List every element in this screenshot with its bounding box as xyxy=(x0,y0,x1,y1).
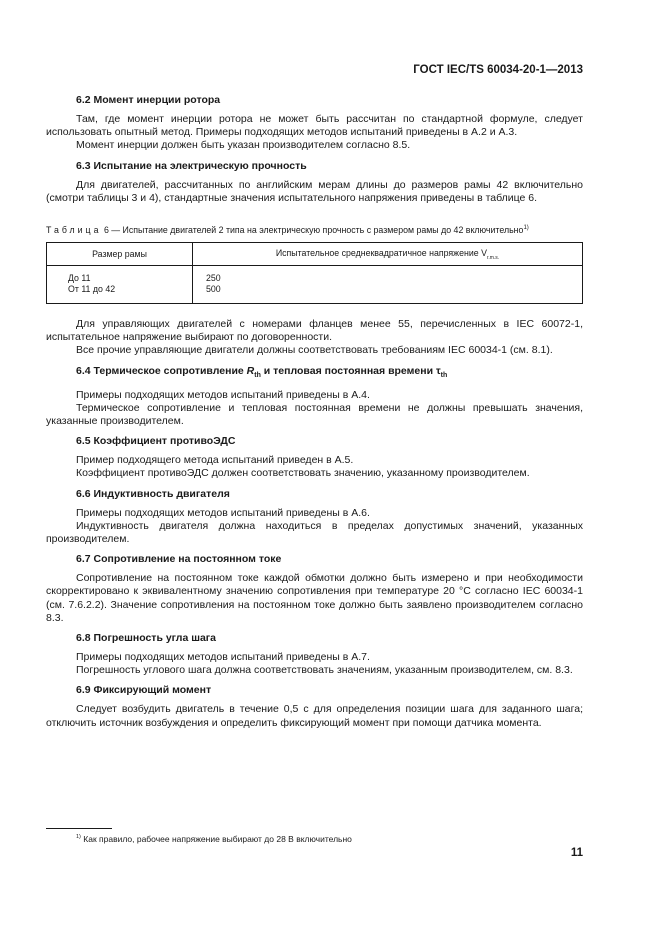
paragraph: Момент инерции должен быть указан производителем согласно 8.5. xyxy=(76,139,411,152)
footnote-text: Как правило, рабочее напряжение выбирают до 28 В включительно xyxy=(83,834,352,844)
voltage-value: 500 xyxy=(206,283,221,294)
rms-subscript: r.m.s. xyxy=(486,254,500,261)
paragraph: Коэффициент противоЭДС должен соответствовать значению, указанному производителем. xyxy=(76,467,530,480)
footnote-marker: 1) xyxy=(76,834,81,841)
section-title: 6.3 Испытание на электрическую прочность xyxy=(76,159,307,172)
table-caption-text: 6 — Испытание двигателей 2 типа на электрическую прочность с размером рамы до 42 включительно xyxy=(103,224,524,235)
paragraph: Для управляющих двигателей с номерами фланцев менее 55, перечисленных в IEC 60072-1, испытательное напряжение выбирают по договоренности. xyxy=(46,317,583,344)
frame-size-cell xyxy=(47,265,193,303)
test-voltage-table xyxy=(46,242,583,304)
section-6-9 xyxy=(46,683,583,729)
column-header-voltage xyxy=(193,242,583,265)
document-header: ГОСТ IEC/TS 60034-20-1—2013 xyxy=(413,64,583,76)
section-title: 6.2 Момент инерции ротора xyxy=(76,94,221,106)
section-6-3 xyxy=(46,159,583,205)
table-caption xyxy=(46,223,583,236)
frame-size-value: До 11 xyxy=(68,272,91,283)
footnote-ref[interactable]: 1) xyxy=(523,225,529,232)
after-table-text xyxy=(46,318,583,358)
section-title xyxy=(46,364,583,383)
paragraph: Сопротивление на постоянном токе каждой обмотки должно быть измерено и при необходимости скорректировано к эквивалентному значению сопротивления при температуре 20 °С согласно IEC 60034-1 (см. 7.6.2.2). Значение сопротивления на постоянном токе должно быть заявлено производителем согласно 8.3. xyxy=(46,572,583,624)
title-text: 6.4 Термическое сопротивление xyxy=(76,364,247,377)
title-subscript: th xyxy=(254,371,261,379)
column-header-frame-size: Размер рамы xyxy=(47,242,193,265)
footnote xyxy=(76,834,352,844)
paragraph: Там, где момент инерции ротора не может быть рассчитан по стандартной формуле, следует использовать опытный метод. Примеры подходящих методов испытаний приведены в А.2 и А.3. xyxy=(46,113,583,139)
section-title: 6.9 Фиксирующий момент xyxy=(76,684,212,697)
paragraph: Следует возбудить двигатель в течение 0,5 с для определения позиции шага для заданного шага; отключить источник возбуждения и определить фиксирующий момент при помощи датчика момента. xyxy=(46,703,583,729)
paragraph: Все прочие управляющие двигатели должны соответствовать требованиям IEC 60034-1 (см. 8.1). xyxy=(76,344,553,357)
section-title: 6.8 Погрешность угла шага xyxy=(76,632,217,645)
section-6-2 xyxy=(46,93,583,153)
page-content xyxy=(46,93,583,736)
section-title: 6.5 Коэффициент противоЭДС xyxy=(76,435,236,448)
footnote-divider xyxy=(46,828,112,829)
table-caption-word: Таблица xyxy=(46,224,102,235)
paragraph: Индуктивность двигателя должна находиться в пределах допустимых значений, указанных производителем. xyxy=(46,519,583,546)
column-header-voltage-label: Испытательное среднеквадратичное напряжение V xyxy=(275,247,487,258)
section-6-8 xyxy=(46,631,583,677)
voltage-value: 250 xyxy=(206,272,221,283)
page-number: 11 xyxy=(570,847,583,859)
table-row xyxy=(47,265,583,303)
paragraph: Примеры подходящих методов испытаний приведены в А.4. xyxy=(76,388,370,401)
section-6-6 xyxy=(46,487,583,547)
table-header-row xyxy=(47,242,583,265)
title-text: и тепловая постоянная времени τ xyxy=(260,364,441,377)
title-subscript: th xyxy=(440,371,448,379)
paragraph: Примеры подходящих методов испытаний приведены в А.6. xyxy=(76,506,370,519)
section-6-7 xyxy=(46,552,583,625)
voltage-cell xyxy=(193,265,583,303)
paragraph: Примеры подходящих методов испытаний приведены в А.7. xyxy=(76,651,370,664)
paragraph: Для двигателей, рассчитанных по английским мерам длины до размеров рамы 42 включительно (смотри таблицы 3 и 4), стандартные значения испытательного напряжения приведены в таблице 6. xyxy=(46,178,583,204)
paragraph: Погрешность углового шага должна соответствовать значениям, указанным производителем, см. 8.3. xyxy=(76,664,573,677)
frame-size-value: От 11 до 42 xyxy=(68,283,116,294)
paragraph: Пример подходящего метода испытаний приведен в А.5. xyxy=(76,454,354,467)
section-6-5 xyxy=(46,434,583,480)
section-title: 6.6 Индуктивность двигателя xyxy=(76,487,230,500)
paragraph: Термическое сопротивление и тепловая постоянная времени не должны превышать значения, указанные производителем. xyxy=(46,401,583,428)
section-title: 6.7 Сопротивление на постоянном токе xyxy=(76,553,282,566)
title-symbol: R xyxy=(246,364,255,377)
section-6-4 xyxy=(46,364,583,429)
